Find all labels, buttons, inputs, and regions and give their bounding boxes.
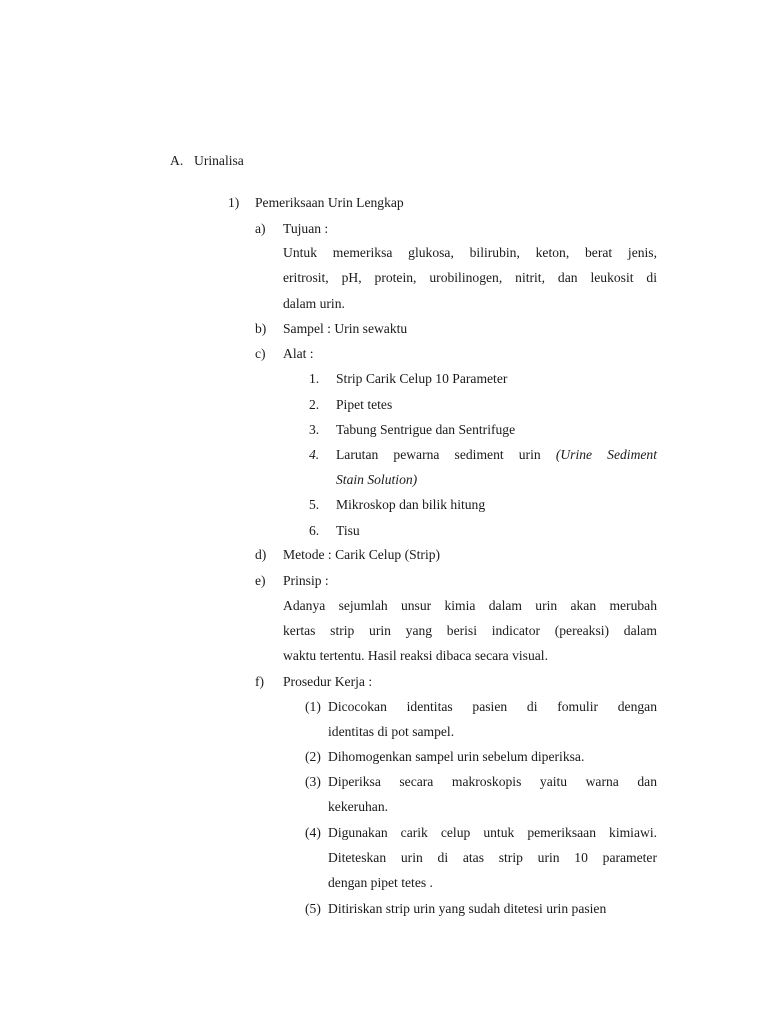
alat-item-text-italic: (Urine Sediment xyxy=(555,447,658,462)
alat-item-num: 3. xyxy=(309,422,320,437)
sampel-marker: b) xyxy=(255,321,267,336)
alat-item-num: 2. xyxy=(309,397,320,412)
prosedur-step-line: Dicocokan identitas pasien di fomulir dengan xyxy=(328,699,657,714)
prinsip-line-3: waktu tertentu. Hasil reaksi dibaca secara visual. xyxy=(283,648,548,663)
tujuan-line-2: eritrosit, pH, protein, urobilinogen, nitrit, dan leukosit di xyxy=(283,270,657,285)
prosedur-step-num: (4) xyxy=(305,825,321,840)
prosedur-step-line: Diperiksa secara makroskopis yaitu warna dan xyxy=(328,774,657,789)
tujuan-line-3: dalam urin. xyxy=(283,296,345,311)
prosedur-step-line: Digunakan carik celup untuk pemeriksaan kimiawi. xyxy=(328,825,657,840)
prosedur-step-num: (3) xyxy=(305,774,321,789)
prinsip-label: Prinsip : xyxy=(283,573,329,588)
prosedur-step-num: (5) xyxy=(305,901,321,916)
prinsip-line-1: Adanya sejumlah unsur kimia dalam urin akan merubah xyxy=(283,598,657,613)
subsection-marker: 1) xyxy=(228,195,240,210)
alat-item-num: 1. xyxy=(309,371,320,386)
prinsip-marker: e) xyxy=(255,573,266,588)
metode-text: Metode : Carik Celup (Strip) xyxy=(283,547,441,562)
prosedur-step-num: (2) xyxy=(305,749,321,764)
prosedur-step-line: Diteteskan urin di atas strip urin 10 parameter xyxy=(328,850,657,865)
prosedur-step-line: kekeruhan. xyxy=(328,799,389,814)
section-title: Urinalisa xyxy=(194,153,244,168)
tujuan-marker: a) xyxy=(255,221,266,236)
subsection-title: Pemeriksaan Urin Lengkap xyxy=(255,195,404,210)
tujuan-label: Tujuan : xyxy=(283,221,329,236)
prinsip-line-2: kertas strip urin yang berisi indicator (pereaksi) dalam xyxy=(283,623,657,638)
prosedur-label: Prosedur Kerja : xyxy=(283,674,373,689)
alat-item-text-italic-2: Stain Solution) xyxy=(336,472,418,487)
alat-item-text: Strip Carik Celup 10 Parameter xyxy=(336,371,508,386)
alat-item-text xyxy=(336,446,657,464)
prosedur-step-line: Ditiriskan strip urin yang sudah ditetesi urin pasien xyxy=(328,901,607,916)
prosedur-marker: f) xyxy=(255,674,265,689)
sampel-text: Sampel : Urin sewaktu xyxy=(283,321,408,336)
alat-item-num: 6. xyxy=(309,523,320,538)
alat-item-num-italic: 4. xyxy=(309,447,320,462)
alat-item-text: Tabung Sentrigue dan Sentrifuge xyxy=(336,422,516,437)
alat-item-text: Pipet tetes xyxy=(336,397,393,412)
alat-item-text: Mikroskop dan bilik hitung xyxy=(336,497,486,512)
prosedur-step-line: dengan pipet tetes . xyxy=(328,875,433,890)
alat-marker: c) xyxy=(255,346,266,361)
section-marker: A. xyxy=(170,153,184,168)
alat-item-text-plain: Larutan pewarna sediment urin xyxy=(336,447,541,462)
alat-item-text: Tisu xyxy=(336,523,360,538)
prosedur-step-num: (1) xyxy=(305,699,321,714)
alat-item-text-cont xyxy=(336,471,417,489)
metode-marker: d) xyxy=(255,547,267,562)
tujuan-line-1: Untuk memeriksa glukosa, bilirubin, keton, berat jenis, xyxy=(283,245,657,260)
prosedur-step-line: identitas di pot sampel. xyxy=(328,724,455,739)
alat-item-num xyxy=(309,446,319,464)
prosedur-step-line: Dihomogenkan sampel urin sebelum diperiksa. xyxy=(328,749,585,764)
alat-item-num: 5. xyxy=(309,497,320,512)
alat-label: Alat : xyxy=(283,346,314,361)
